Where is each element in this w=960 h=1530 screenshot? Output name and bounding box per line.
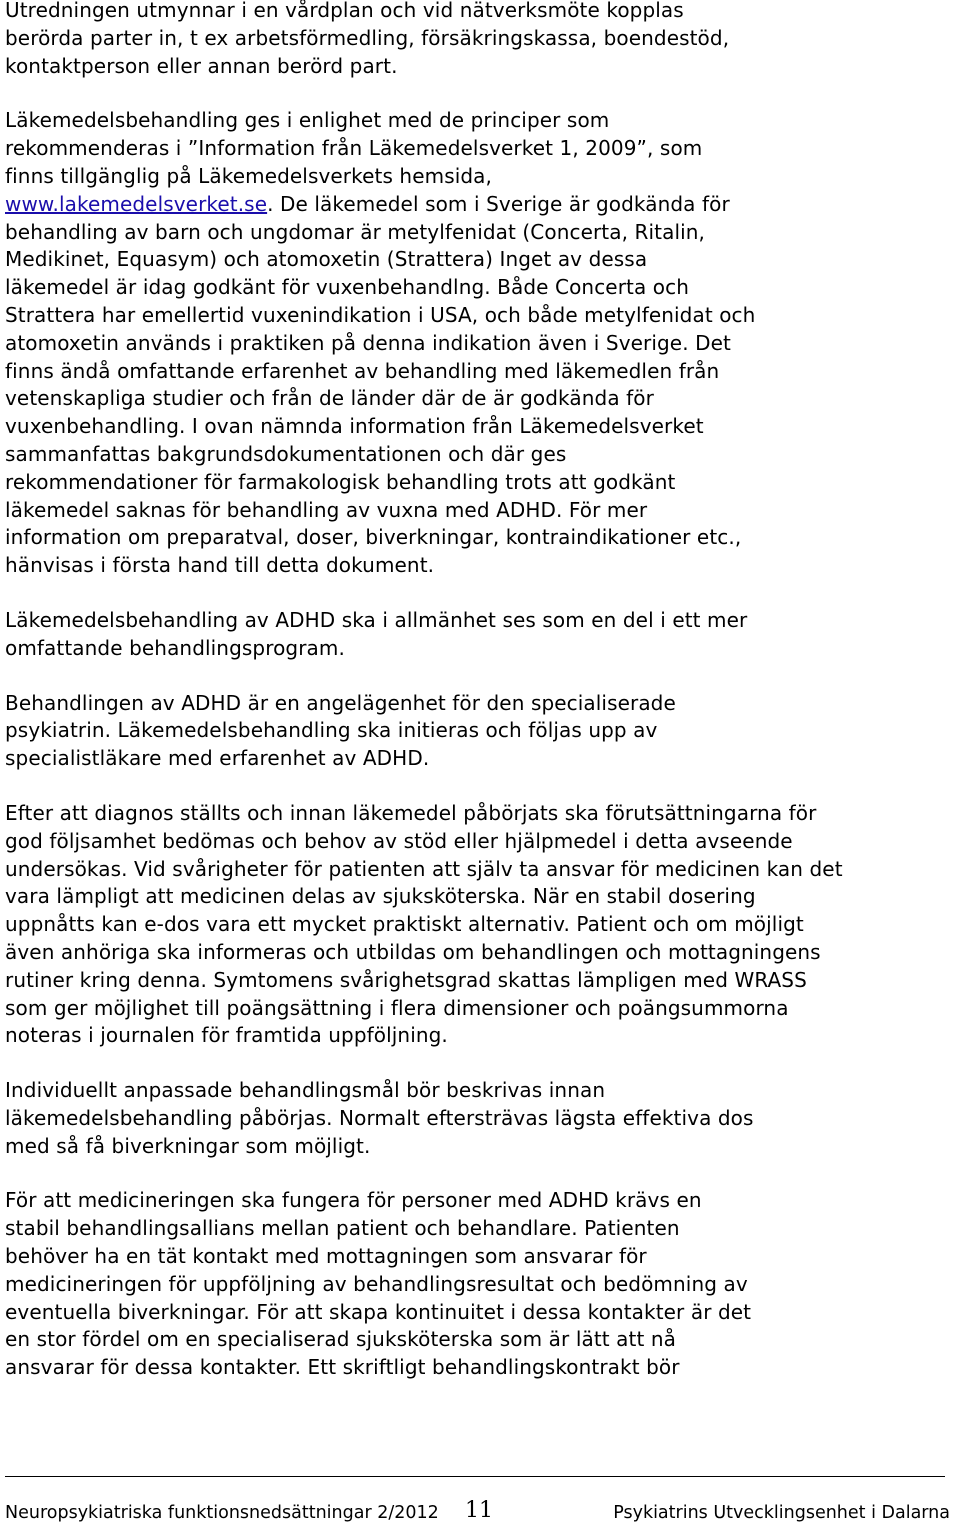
paragraph-treatment-goals: Individuellt anpassade behandlingsmål bör beskrivas innan läkemedelsbehandling påbörjas. Normalt eftersträvas lägsta effektiva dos med så få biverkningar som möjligt. bbox=[5, 1078, 754, 1158]
page-footer bbox=[5, 1500, 950, 1530]
paragraph-specialised-psychiatry: Behandlingen av ADHD är en angelägenhet för den specialiserade psykiatrin. Läkemedelsbehandling ska initieras och följas upp av specialistläkare med erfarenhet av ADHD. bbox=[5, 690, 676, 771]
paragraph-treatment-program: Läkemedelsbehandling av ADHD ska i allmänhet ses som en del i ett mer omfattande behandlingsprogram. bbox=[5, 607, 748, 660]
document-body bbox=[5, 0, 957, 1409]
footer-organisation: Psykiatrins Utvecklingsenhet i Dalarna bbox=[613, 1503, 950, 1523]
paragraph-text: Läkemedelsbehandling ges i enlighet med de principer som rekommenderas i ”Information från Läkemedelsverket 1, 2009”, som finns tillgänglig på Läkemedelsverkets hemsida, bbox=[5, 108, 703, 188]
paragraph-care-plan: Utredningen utmynnar i en vårdplan och vid nätverksmöte kopplas berörda parter in, t ex arbetsförmedling, försäkringskassa, boendestöd, kontaktperson eller annan berörd part. bbox=[5, 0, 730, 78]
paragraph-compliance: Efter att diagnos ställts och innan läkemedel påbörjats ska förutsättningarna för god följsamhet bedömas och behov av stöd eller hjälpmedel i detta avseende undersökas. Vid svårigheter för patienten att själv ta ansvar för medicinen kan det vara lämpligt att medicinen delas av sjuksköterska. När en stabil dosering uppnåtts kan e-dos vara ett mycket praktiskt alternativ. Patient och om möjligt även anhöriga ska informeras och utbildas om behandlingen och mottagningens rutiner kring denna. Symtomens svårighetsgrad skattas lämpligen med WRASS som ger möjlighet till poängsättning i flera dimensioner och poängsummorna noteras i journalen för framtida uppföljning. bbox=[5, 800, 843, 1048]
footer-divider bbox=[5, 1476, 945, 1477]
footer-publication-title: Neuropsykiatriska funktionsnedsättningar 2/2012 bbox=[5, 1503, 439, 1523]
paragraph-treatment-alliance: För att medicineringen ska fungera för personer med ADHD krävs en stabil behandlingsallians mellan patient och behandlare. Patienten behöver ha en tät kontakt med mottagningen som ansvarar för medicineringen för uppföljning av behandlingsresultat och bedömning av eventuella biverkningar. För att skapa kontinuitet i dessa kontakter är det en stor fördel om en specialiserad sjuksköterska som är lätt att nå ansvarar för dessa kontakter. Ett skriftligt behandlingskontrakt bör bbox=[5, 1188, 752, 1380]
paragraph-text: . De läkemedel som i Sverige är godkända för behandling av barn och ungdomar är metylfenidat (Concerta, Ritalin, Medikinet, Equasym) och atomoxetin (Strattera) Inget av dessa läkemedel är idag godkänt för vuxenbehandlng. Både Concerta och Strattera har emellertid vuxenindikation i USA, och både metylfenidat och atomoxetin används i praktiken på denna indikation även i Sverige. Det finns ändå omfattande erfarenhet av behandling med läkemedlen från vetenskapliga studier och från de länder där de är godkända för vuxenbehandling. I ovan nämnda information från Läkemedelsverket sammanfattas bakgrundsdokumentationen och där ges rekommendationer för farmakologisk behandling trots att godkänt läkemedel saknas för behandling av vuxna med ADHD. För mer information om preparatval, doser, biverkningar, kontraindikationer etc., hänvisas i första hand till detta dokument. bbox=[5, 191, 756, 578]
lakemedelsverket-link[interactable]: www.lakemedelsverket.se bbox=[5, 191, 268, 216]
paragraph-medication-principles bbox=[5, 107, 957, 580]
page-number: 11 bbox=[465, 1498, 493, 1523]
